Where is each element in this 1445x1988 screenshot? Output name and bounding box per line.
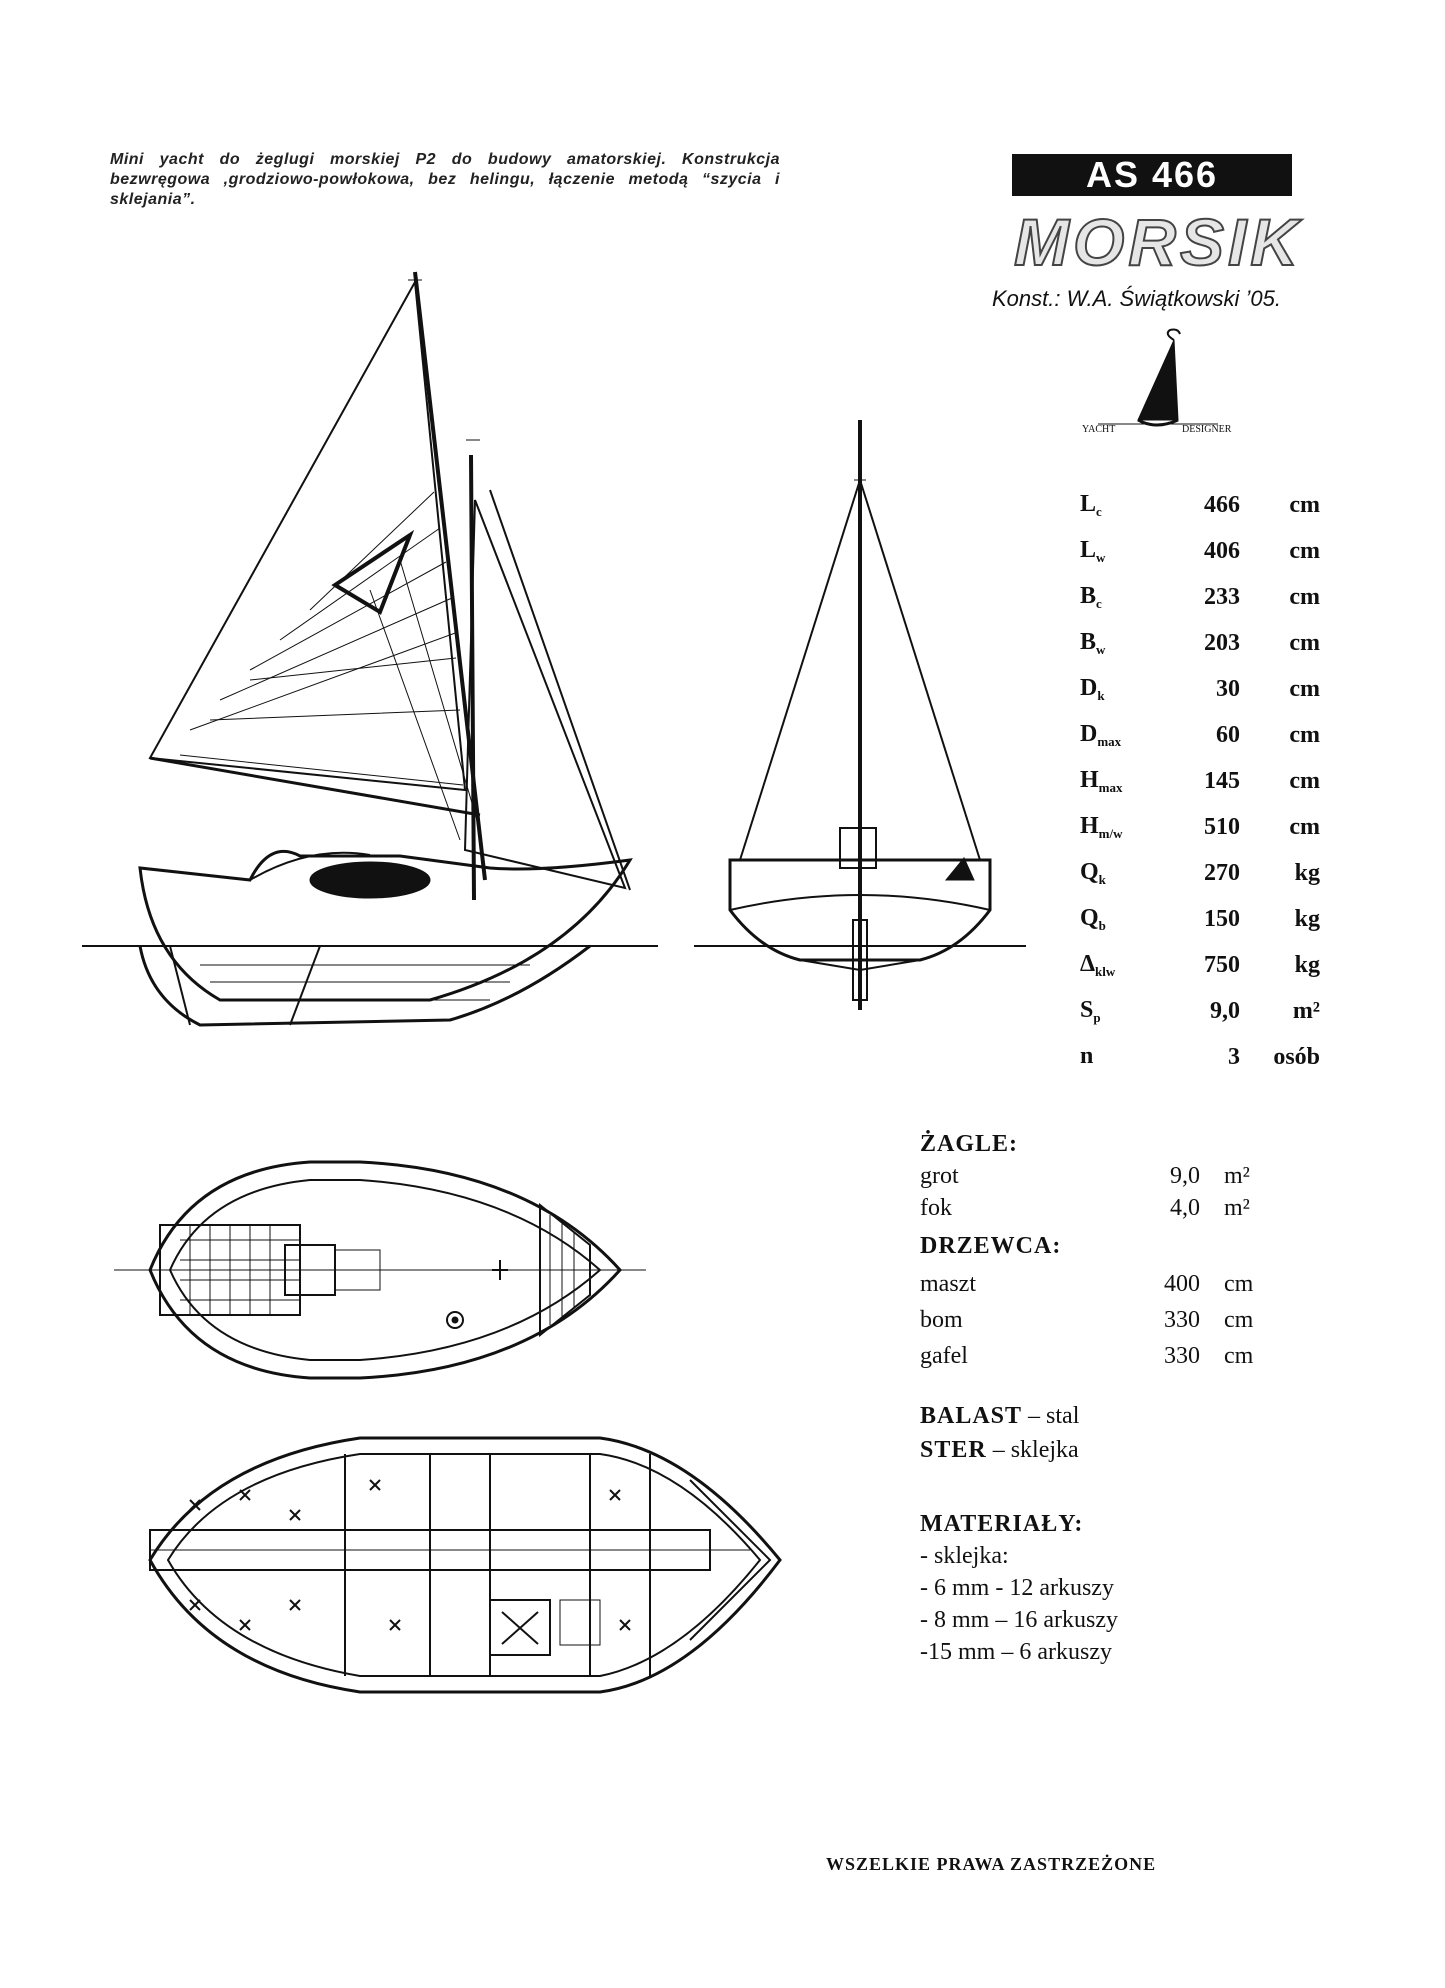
rudder-text: – sklejka <box>986 1437 1079 1463</box>
spec-value: 406 <box>1204 537 1240 564</box>
sail-row <box>920 1192 1284 1224</box>
ballast-rudder-section <box>920 1400 1079 1466</box>
sails-title: ŻAGLE: <box>920 1131 1019 1157</box>
spec-unit: osób <box>1273 1043 1320 1070</box>
sail-label: fok <box>920 1195 952 1221</box>
spar-unit: cm <box>1224 1343 1254 1369</box>
copyright-footer: WSZELKIE PRAWA ZASTRZEŻONE <box>826 1854 1157 1874</box>
spar-row <box>920 1268 1284 1300</box>
sail-unit: m² <box>1224 1195 1250 1221</box>
material-item: - 8 mm – 16 arkuszy <box>920 1607 1118 1633</box>
sails-section <box>920 1128 1284 1372</box>
spar-value: 330 <box>1164 1307 1200 1333</box>
spec-symbol: D <box>1080 720 1098 747</box>
spec-row <box>1080 712 1320 758</box>
spec-value: 750 <box>1204 951 1240 978</box>
ballast-title: BALAST <box>920 1403 1023 1429</box>
designer-credit: Konst.: W.A. Świątkowski ’05. <box>992 286 1281 311</box>
spec-row <box>1080 1034 1320 1080</box>
logo-right-text: DESIGNER <box>1182 424 1232 435</box>
spec-unit: cm <box>1289 813 1320 840</box>
materials-section <box>920 1508 1118 1668</box>
spec-symbol: H <box>1080 766 1099 793</box>
spec-symbol: L <box>1080 490 1097 517</box>
intro-text: Mini yacht do żeglugi morskiej P2 do budowy amatorskiej. Konstrukcja bezwręgowa ,grodziowo-powłokowa, bez helingu, łączenie metodą “szycia i sklejania”. <box>110 151 780 208</box>
spar-label: maszt <box>920 1271 976 1297</box>
spec-unit: cm <box>1289 583 1320 610</box>
spec-subscript: max <box>1097 733 1122 749</box>
spec-subscript: k <box>1098 871 1106 887</box>
spec-subscript: b <box>1098 917 1106 933</box>
spec-row <box>1080 988 1320 1034</box>
spec-value: 30 <box>1216 675 1240 702</box>
side-profile-drawing <box>70 260 670 1040</box>
spec-symbol: S <box>1080 996 1094 1023</box>
spec-row <box>1080 850 1320 896</box>
spec-row <box>1080 482 1320 528</box>
spars-title: DRZEWCA: <box>920 1233 1062 1259</box>
spec-value: 3 <box>1228 1043 1240 1070</box>
logo-left-text: YACHT <box>1082 424 1116 435</box>
spec-value: 150 <box>1204 905 1240 932</box>
spec-row <box>1080 804 1320 850</box>
sail-logo-icon <box>1078 328 1238 438</box>
sail-label: grot <box>920 1163 959 1189</box>
yacht-designer-logo <box>1078 328 1238 438</box>
sail-unit: m² <box>1224 1163 1250 1189</box>
model-name: MORSIK <box>998 206 1318 278</box>
spec-unit: cm <box>1289 537 1320 564</box>
spec-symbol: B <box>1080 582 1097 609</box>
spar-unit: cm <box>1224 1307 1254 1333</box>
spec-value: 510 <box>1204 813 1240 840</box>
material-item: - sklejka: <box>920 1543 1009 1569</box>
spec-unit: cm <box>1289 675 1320 702</box>
spec-unit: cm <box>1289 491 1320 518</box>
spar-row <box>920 1304 1284 1336</box>
spec-unit: kg <box>1294 905 1320 932</box>
spec-table <box>1080 482 1320 1080</box>
spec-symbol: Q <box>1080 904 1099 931</box>
spec-row <box>1080 666 1320 712</box>
spec-value: 466 <box>1204 491 1240 518</box>
spar-row <box>920 1340 1284 1372</box>
spec-symbol: B <box>1080 628 1097 655</box>
spec-subscript: m/w <box>1098 825 1123 841</box>
material-item: -15 mm – 6 arkuszy <box>920 1639 1112 1665</box>
spec-row <box>1080 620 1320 666</box>
spec-unit: cm <box>1289 721 1320 748</box>
spec-subscript: w <box>1096 641 1106 657</box>
spec-row <box>1080 896 1320 942</box>
spec-unit: m² <box>1292 997 1320 1024</box>
spec-subscript: c <box>1096 595 1102 611</box>
spec-value: 270 <box>1204 859 1240 886</box>
sail-row <box>920 1160 1284 1192</box>
spec-value: 203 <box>1204 629 1240 656</box>
deck-plan-drawing <box>110 1150 650 1390</box>
spec-value: 60 <box>1216 721 1240 748</box>
spec-subscript: w <box>1096 549 1106 565</box>
spec-row <box>1080 528 1320 574</box>
spar-value: 330 <box>1164 1343 1200 1369</box>
spec-unit: kg <box>1294 951 1320 978</box>
spec-subscript: max <box>1098 779 1123 795</box>
spec-unit: cm <box>1289 767 1320 794</box>
spec-row <box>1080 942 1320 988</box>
spar-label: gafel <box>920 1343 968 1369</box>
spar-unit: cm <box>1224 1271 1254 1297</box>
spec-unit: kg <box>1294 859 1320 886</box>
sail-value: 9,0 <box>1170 1163 1200 1189</box>
front-view-drawing <box>690 410 1030 1030</box>
spar-label: bom <box>920 1307 963 1333</box>
spar-value: 400 <box>1164 1271 1200 1297</box>
spec-unit: cm <box>1289 629 1320 656</box>
rudder-title: STER <box>920 1437 987 1463</box>
spec-symbol: H <box>1080 812 1099 839</box>
interior-plan-drawing <box>130 1420 790 1720</box>
spec-subscript: klw <box>1095 963 1116 979</box>
materials-title: MATERIAŁY: <box>920 1511 1084 1537</box>
spec-value: 9,0 <box>1210 997 1240 1024</box>
spec-symbol: Δ <box>1080 950 1096 977</box>
spec-symbol: n <box>1080 1042 1094 1069</box>
spec-symbol: D <box>1080 674 1098 701</box>
spec-subscript: c <box>1096 503 1102 519</box>
sail-value: 4,0 <box>1170 1195 1200 1221</box>
spec-value: 145 <box>1204 767 1240 794</box>
material-item: - 6 mm - 12 arkuszy <box>920 1575 1114 1601</box>
spec-symbol: Q <box>1080 858 1099 885</box>
spec-row <box>1080 758 1320 804</box>
ballast-text: – stal <box>1022 1403 1080 1429</box>
spec-symbol: L <box>1080 536 1097 563</box>
spec-row <box>1080 574 1320 620</box>
spec-subscript: p <box>1093 1009 1101 1025</box>
spec-value: 233 <box>1204 583 1240 610</box>
spec-subscript: k <box>1097 687 1105 703</box>
model-code-badge: AS 466 <box>1012 154 1292 196</box>
